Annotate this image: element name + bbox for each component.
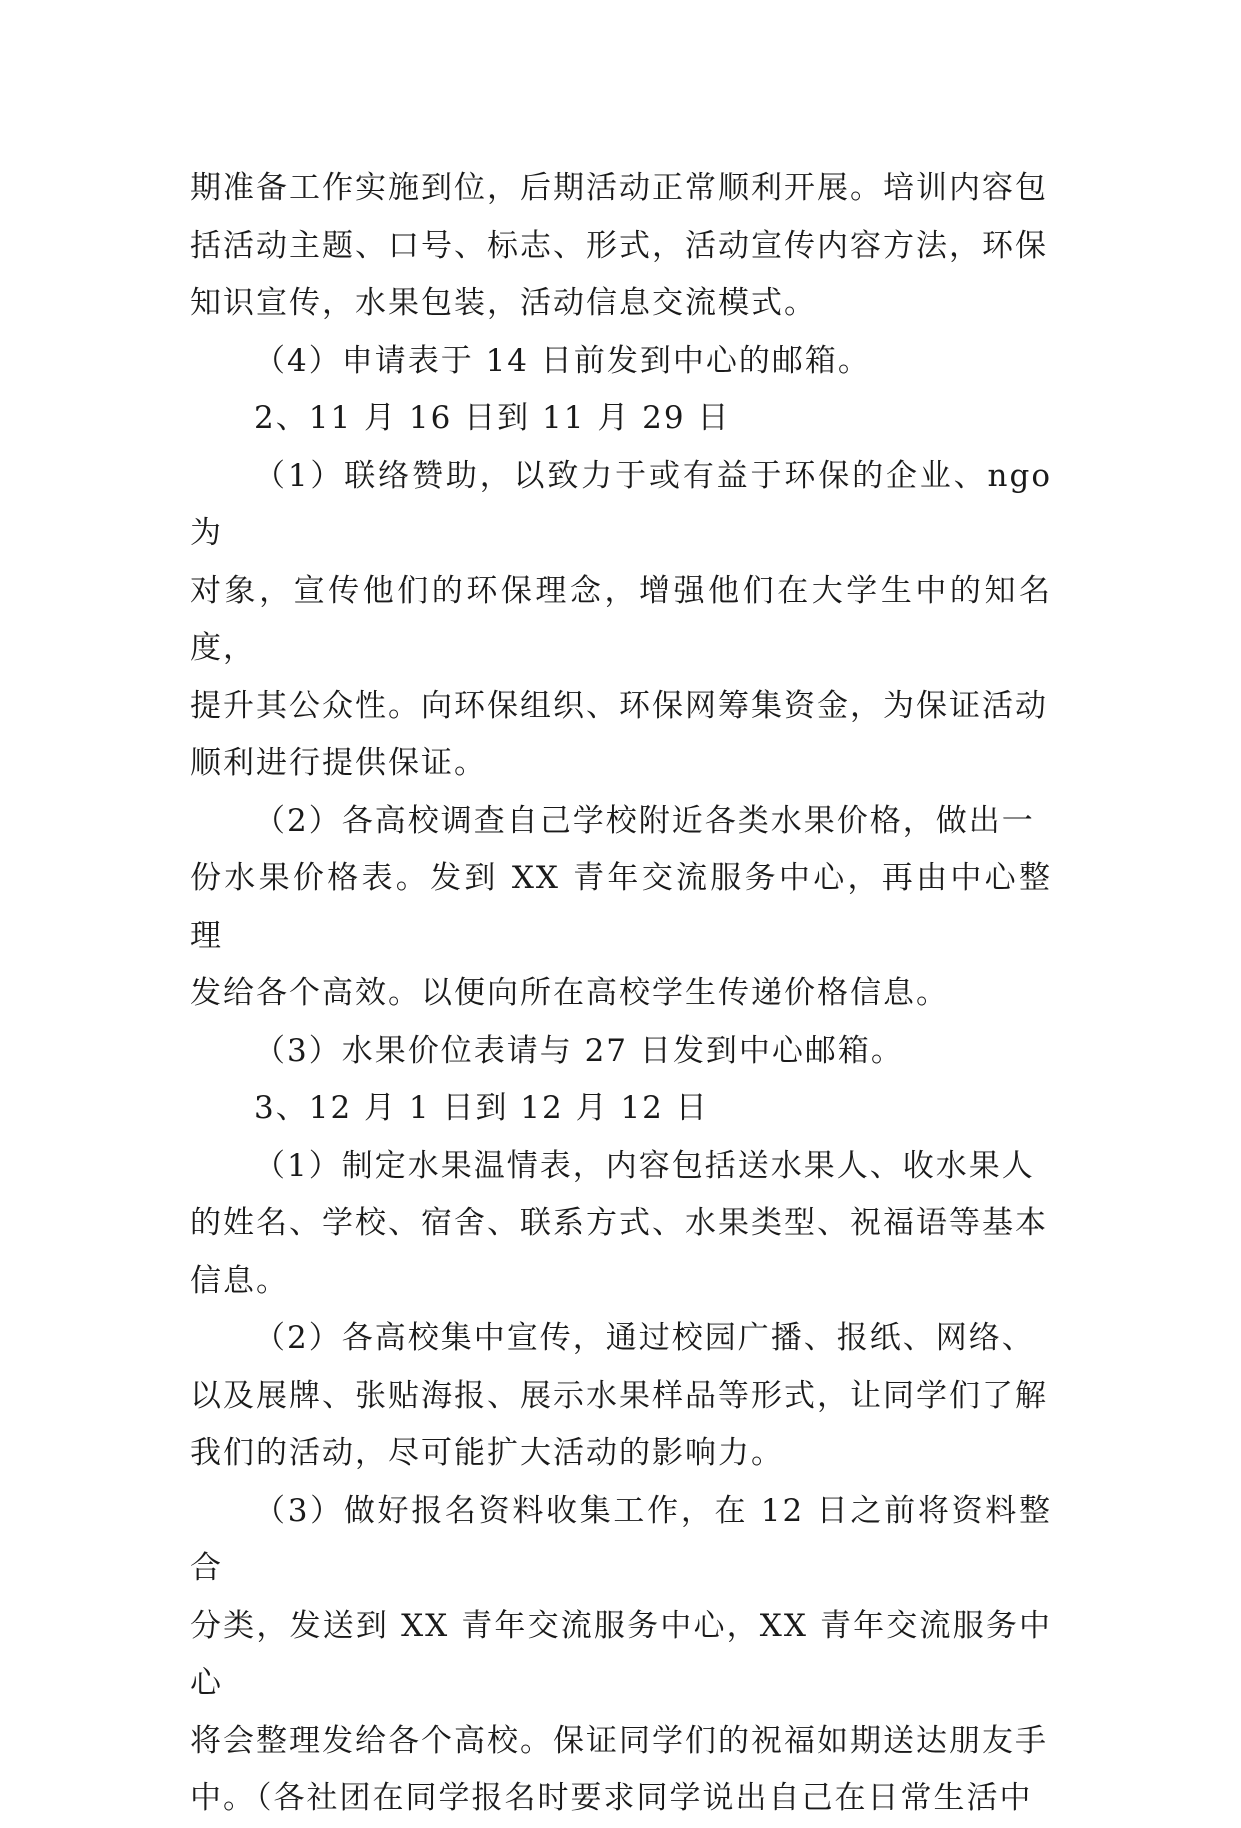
line: 提升其公众性。向环保组织、环保网筹集资金，为保证活动 xyxy=(190,687,1048,724)
line: （2）各高校调查自己学校附近各类水果价格，做出一 xyxy=(254,802,1035,839)
line: 中。（各社团在同学报名时要求同学说出自己在日常生活中 xyxy=(190,1780,1033,1816)
line: 期准备工作实施到位，后期活动正常顺利开展。培训内容包 xyxy=(190,170,1048,206)
document-page xyxy=(190,160,1052,1828)
paragraph-1 xyxy=(190,160,1052,333)
paragraph-10 xyxy=(190,1483,1052,1828)
paragraph-8 xyxy=(190,1138,1052,1311)
paragraph-4 xyxy=(190,448,1052,793)
line: （1）联络赞助，以致力于或有益于环保的企业、ngo 为 xyxy=(190,457,1052,551)
line: 将会整理发给各个高校。保证同学们的祝福如期送达朋友手 xyxy=(190,1722,1048,1759)
line: 知识宣传，水果包装，活动信息交流模式。 xyxy=(190,285,817,321)
section-heading-2 xyxy=(190,390,1052,448)
paragraph-2 xyxy=(190,333,1052,391)
section-heading-3 xyxy=(190,1080,1052,1138)
line: （4）申请表于 14 日前发到中心的邮箱。 xyxy=(254,342,871,379)
line: 顺利进行提供保证。 xyxy=(190,745,487,781)
line: 发给各个高效。以便向所在高校学生传递价格信息。 xyxy=(190,975,949,1011)
paragraph-5 xyxy=(190,793,1052,1023)
line: （2）各高校集中宣传，通过校园广播、报纸、网络、 xyxy=(254,1320,1035,1356)
line: 信息。 xyxy=(190,1262,289,1299)
line: 对象，宣传他们的环保理念，增强他们在大学生中的知名度， xyxy=(190,572,1052,666)
line: 以及展牌、张贴海报、展示水果样品等形式，让同学们了解 xyxy=(190,1377,1048,1414)
line: 份水果价格表。发到 XX 青年交流服务中心，再由中心整理 xyxy=(190,860,1052,954)
line: （1）制定水果温情表，内容包括送水果人、收水果人 xyxy=(254,1147,1035,1184)
paragraph-6 xyxy=(190,1023,1052,1081)
line: 的姓名、学校、宿舍、联系方式、水果类型、祝福语等基本 xyxy=(190,1205,1048,1241)
line: 括活动主题、口号、标志、形式，活动宣传内容方法，环保 xyxy=(190,227,1048,264)
line: 分类，发送到 XX 青年交流服务中心，XX 青年交流服务中心 xyxy=(190,1607,1052,1701)
paragraph-9 xyxy=(190,1310,1052,1483)
line: 2、11 月 16 日到 11 月 29 日 xyxy=(254,400,731,436)
line: 3、12 月 1 日到 12 月 12 日 xyxy=(254,1090,709,1126)
line: 我们的活动，尽可能扩大活动的影响力。 xyxy=(190,1435,784,1471)
line: （3）水果价位表请与 27 日发到中心邮箱。 xyxy=(254,1032,904,1069)
line: （3）做好报名资料收集工作，在 12 日之前将资料整合 xyxy=(190,1492,1052,1586)
